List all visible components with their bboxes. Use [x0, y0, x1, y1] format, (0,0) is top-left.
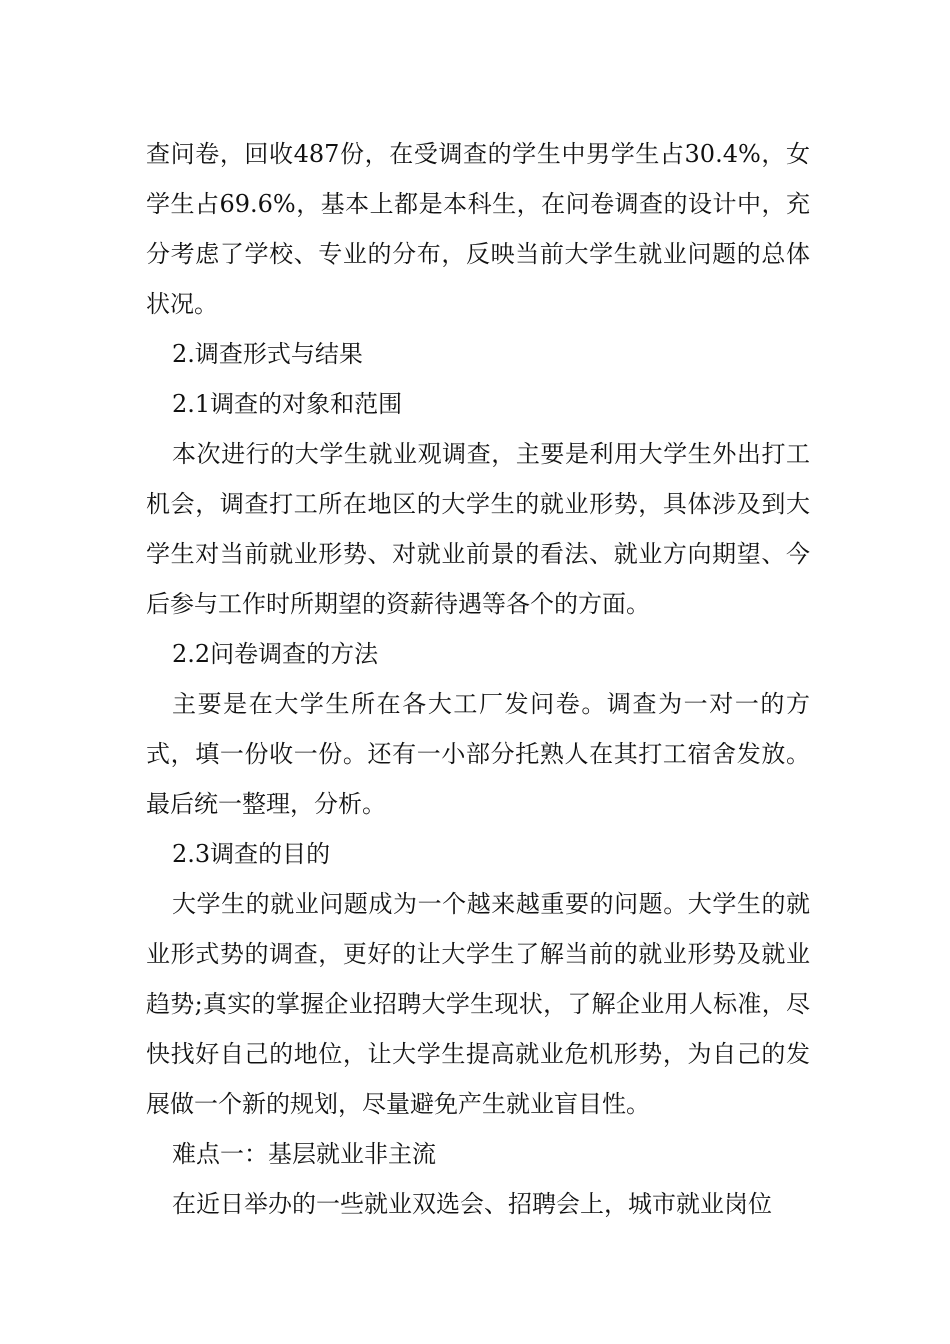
- paragraph-survey-overview: 查问卷，回收487份，在受调查的学生中男学生占30.4%，女学生占69.6%，基本上都是本科生，在问卷调查的设计中，充分考虑了学校、专业的分布，反映当前大学生就业问题的总体状况。: [146, 140, 810, 318]
- paragraph-survey-method: 主要是在大学生所在各大工厂发问卷。调查为一对一的方式，填一份收一份。还有一小部分托熟人在其打工宿舍发放。最后统一整理，分析。: [146, 690, 810, 818]
- body-text: [146, 129, 810, 1229]
- heading-survey-purpose: 2.3调查的目的: [172, 840, 331, 868]
- heading-survey-method: 2.2问卷调查的方法: [172, 640, 379, 668]
- paragraph-survey-purpose: 大学生的就业问题成为一个越来越重要的问题。大学生的就业形式势的调查，更好的让大学生了解当前的就业形势及就业趋势;真实的掌握企业招聘大学生现状，了解企业用人标准，尽快找好自己的地位，让大学生提高就业危机形势，为自己的发展做一个新的规划，尽量避免产生就业盲目性。: [146, 890, 810, 1118]
- paragraph-difficulty-one: 在近日举办的一些就业双选会、招聘会上，城市就业岗位: [172, 1190, 772, 1218]
- paragraph-survey-scope: 本次进行的大学生就业观调查，主要是利用大学生外出打工机会，调查打工所在地区的大学生的就业形势，具体涉及到大学生对当前就业形势、对就业前景的看法、就业方向期望、今后参与工作时所期望的资薪待遇等各个的方面。: [146, 440, 810, 618]
- heading-survey-form: 2.调查形式与结果: [172, 340, 363, 368]
- heading-survey-scope: 2.1调查的对象和范围: [172, 390, 403, 418]
- heading-difficulty-one: 难点一：基层就业非主流: [172, 1140, 436, 1168]
